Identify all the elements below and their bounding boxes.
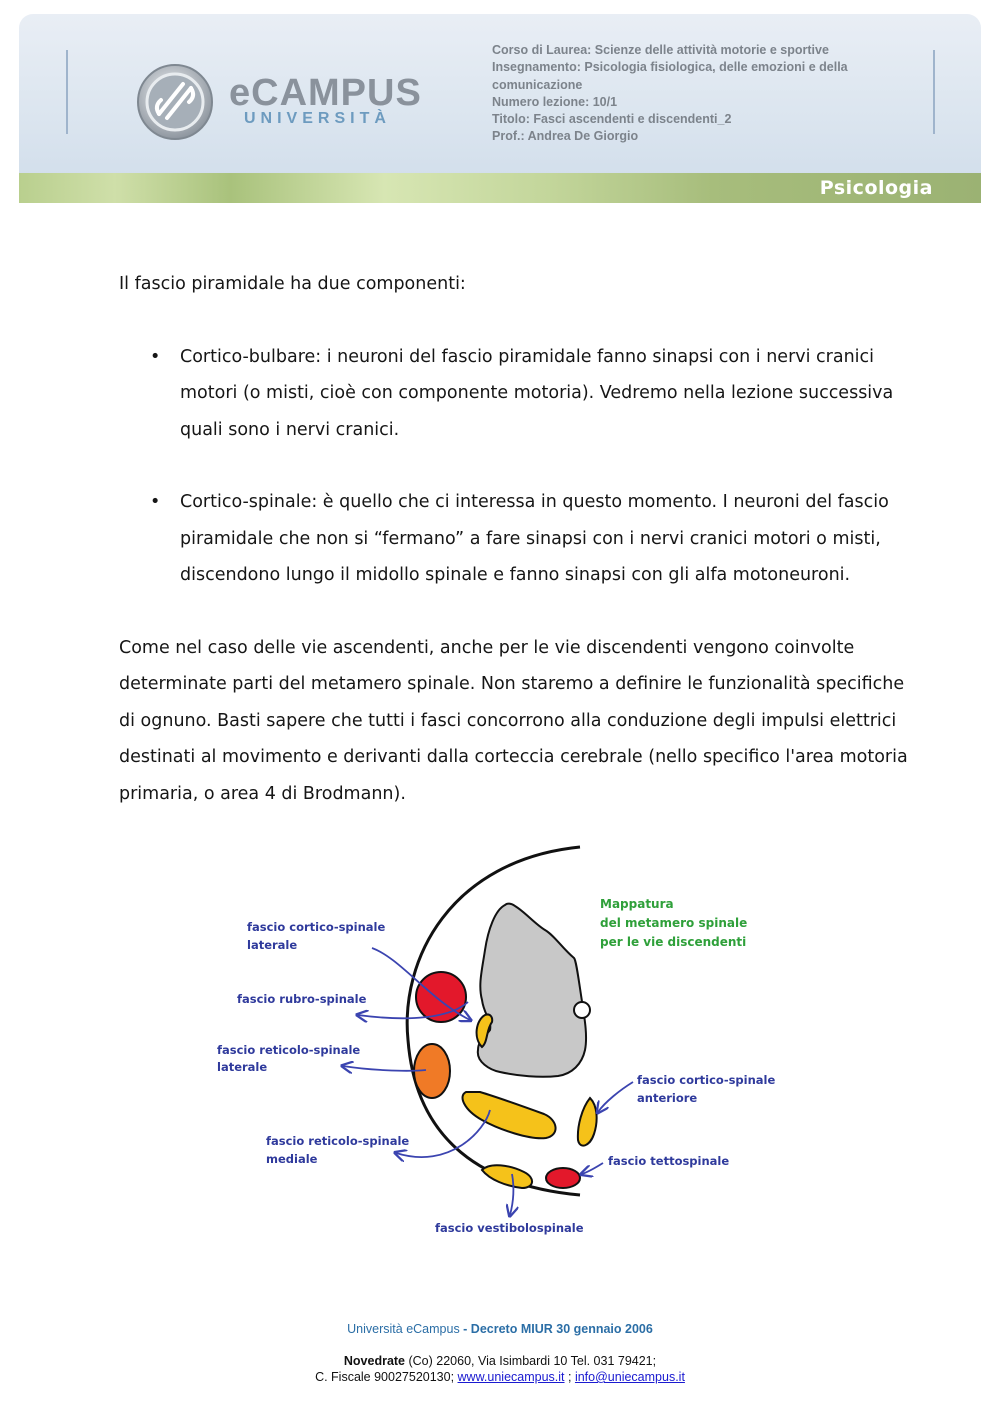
label-cortico-laterale: laterale <box>247 938 298 952</box>
label-rubro: fascio rubro-spinale <box>237 992 367 1006</box>
label-cortico-laterale: fascio cortico-spinale <box>247 920 386 934</box>
label-reticolo-laterale: fascio reticolo-spinale <box>217 1043 361 1057</box>
course-line: Insegnamento: Psicologia fisiologica, delle emozioni e della <box>492 60 848 75</box>
footer-contact-line <box>0 1369 1000 1385</box>
page-header <box>19 14 981 203</box>
central-canal <box>574 1002 590 1018</box>
footer-separator: ; <box>564 1370 575 1384</box>
logo-subtitle: UNIVERSITÀ <box>244 110 391 127</box>
tettospinale-tract <box>546 1168 580 1188</box>
spinal-cord-diagram <box>200 840 800 1250</box>
spinal-metamere-figure <box>200 840 800 1250</box>
course-line: Titolo: Fasci ascendenti e discendenti_2 <box>492 112 732 127</box>
vestibolospinale-tract <box>482 1165 532 1188</box>
label-reticolo-mediale: mediale <box>266 1152 318 1166</box>
label-tetto: fascio tettospinale <box>608 1154 730 1168</box>
course-line: Numero lezione: 10/1 <box>492 94 618 109</box>
bullet-icon: • <box>150 346 161 367</box>
website-link[interactable]: www.uniecampus.it <box>457 1370 565 1384</box>
bullet-icon: • <box>150 492 161 512</box>
email-link[interactable]: info@uniecampus.it <box>574 1370 685 1384</box>
page-footer <box>0 1322 1000 1385</box>
footer-line-university <box>0 1322 1000 1336</box>
figure-title-line: per le vie discendenti <box>600 935 747 949</box>
header-divider-right <box>933 50 935 134</box>
footer-fiscal-code: C. Fiscale 90027520130; <box>315 1370 458 1384</box>
footer-city: Novedrate <box>343 1354 406 1368</box>
list-item-text: Cortico-spinale: è quello che ci interessa in questo momento. I neuroni del fascio piramidale che non si “fermano” a fare sinapsi con i nervi cranici motori o misti, discendono lungo il midollo spinale e fanno sinapsi con gli alfa motoneuroni. <box>180 492 889 585</box>
arrow-tetto <box>582 1163 603 1174</box>
body-paragraph: Come nel caso delle vie ascendenti, anche per le vie discendenti vengono coinvolte determinate parti del metamero spinale. Non staremo a definire le funzionalità specifiche di ognuno. Basti sapere che tutti i fasci concorrono alla conduzione degli impulsi elettrici destinati al movimento e derivanti dalla corteccia cerebrale (nello specifico l'area motoria primaria, o area 4 di Brodmann). <box>119 637 908 804</box>
course-line: comunicazione <box>492 77 583 92</box>
label-reticolo-mediale: fascio reticolo-spinale <box>266 1134 410 1148</box>
list-item <box>119 484 909 594</box>
footer-address: (Co) 22060, Via Isimbardi 10 Tel. 031 79421; <box>405 1354 657 1368</box>
footer-address-block <box>0 1353 1000 1385</box>
figure-title-line: del metamero spinale <box>600 916 748 930</box>
header-divider-left <box>66 50 68 134</box>
label-cortico-anteriore: anteriore <box>637 1091 698 1105</box>
reticolo-spinale-mediale-tract <box>463 1092 556 1138</box>
label-reticolo-laterale: laterale <box>217 1060 268 1074</box>
cortico-spinale-anteriore-tract <box>578 1098 597 1146</box>
logo-wordmark: eCAMPUS <box>229 72 422 114</box>
grey-matter-shape <box>478 904 586 1077</box>
intro-text: Il fascio piramidale ha due componenti: <box>119 274 466 294</box>
course-line: Corso di Laurea: Scienze delle attività motorie e sportive <box>492 43 829 57</box>
course-info <box>492 42 912 146</box>
list-item-text: Cortico-bulbare: i neuroni del fascio piramidale fanno sinapsi con i nervi cranici motori (o misti, cioè con componente motoria). Vedremo nella lezione successiva quali sono i nervi cranici. <box>180 346 894 440</box>
arrow-cortico-anteriore <box>598 1082 633 1112</box>
label-cortico-anteriore: fascio cortico-spinale <box>637 1073 776 1087</box>
figure-title-line: Mappatura <box>600 897 674 911</box>
course-line: Prof.: Andrea De Giorgio <box>492 129 639 144</box>
footer-university: Università eCampus <box>347 1322 460 1336</box>
subject-title: Psicologia <box>819 177 933 199</box>
footer-decree: - Decreto MIUR 30 gennaio 2006 <box>459 1322 653 1336</box>
footer-address-line <box>0 1353 1000 1369</box>
label-vestibolo: fascio vestibolospinale <box>435 1221 584 1235</box>
document-body <box>119 266 909 812</box>
list-item <box>119 339 909 449</box>
